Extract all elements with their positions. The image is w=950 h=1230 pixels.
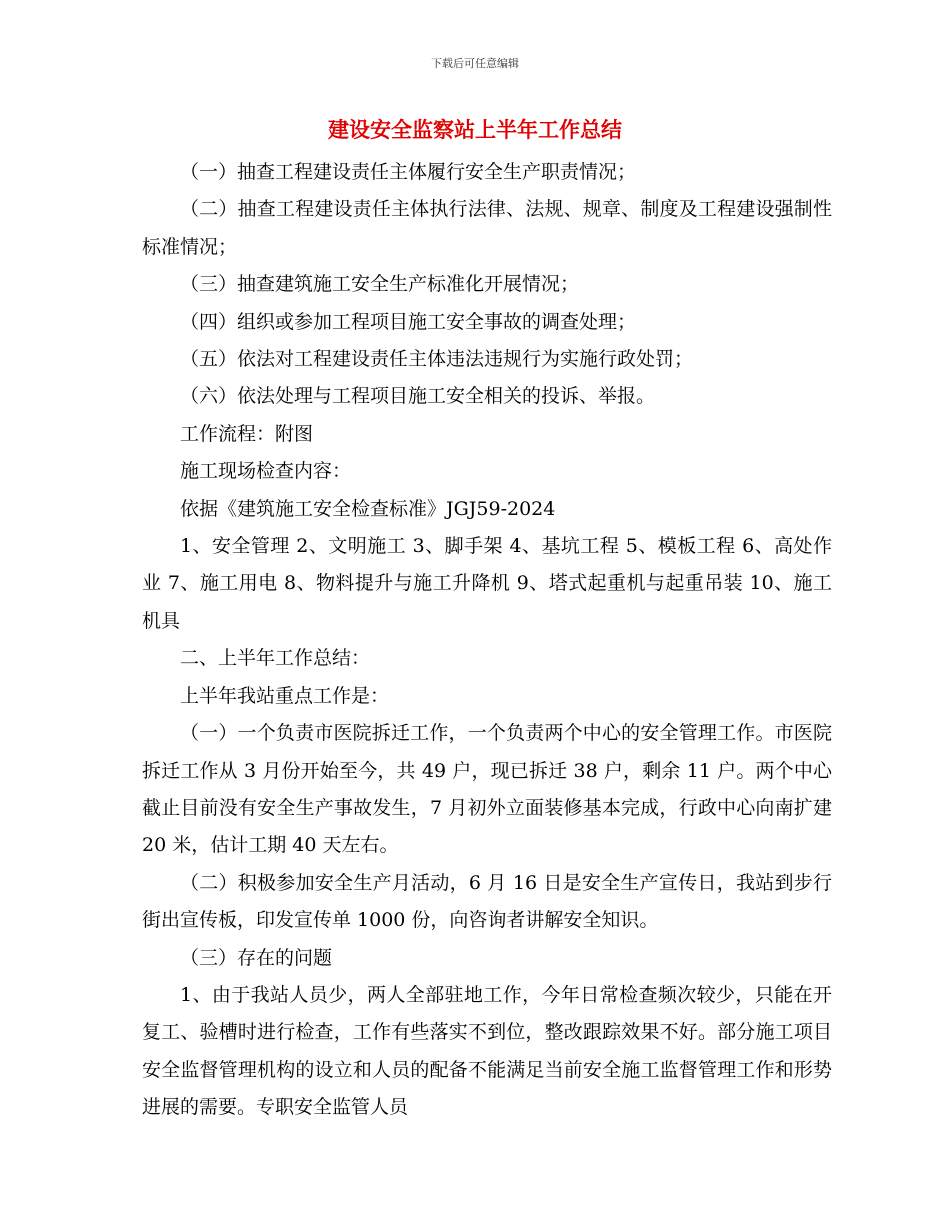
paragraph: （一）抽查工程建设责任主体履行安全生产职责情况； xyxy=(180,161,637,183)
paragraph: 施工现场检查内容： xyxy=(180,460,352,483)
paragraph: 依据《建筑施工安全检查标准》JGJ59-2024 xyxy=(180,497,556,520)
paragraph: （二）积极参加安全生产月活动，6 月 16 日是安全生产宣传日，我站到步行街出宣传板，印发宣传单 1000 份，向咨询者讲解安全知识。 xyxy=(142,871,832,932)
paragraph: 二、上半年工作总结： xyxy=(180,647,371,670)
paragraph: （六）依法处理与工程项目施工安全相关的投诉、举报。 xyxy=(180,385,656,408)
paragraph: 工作流程：附图 xyxy=(180,422,314,445)
paragraph: （三）抽查建筑施工安全生产标准化开展情况； xyxy=(180,273,580,296)
paragraph: （四）组织或参加工程项目施工安全事故的调查处理； xyxy=(180,310,637,333)
paragraph: 上半年我站重点工作是： xyxy=(180,684,390,707)
document-title: 建设安全监察站上半年工作总结 xyxy=(328,118,622,142)
page-header-note: 下载后可任意编辑 xyxy=(431,57,519,70)
paragraph: （五）依法对工程建设责任主体违法违规行为实施行政处罚； xyxy=(180,348,694,371)
paragraph: （三）存在的问题 xyxy=(180,946,333,969)
document-body xyxy=(142,154,832,1127)
paragraph: 1、由于我站人员少，两人全部驻地工作，今年日常检查频次较少，只能在开复工、验槽时进行检查，工作有些落实不到位，整改跟踪效果不好。部分施工项目安全监督管理机构的设立和人员的配备不能满足当前安全施工监督管理工作和形势进展的需要。专职安全监管人员 xyxy=(142,983,832,1119)
paragraph: （一）一个负责市医院拆迁工作，一个负责两个中心的安全管理工作。市医院拆迁工作从 3 月份开始至今，共 49 户，现已拆迁 38 户，剩余 11 户。两个中心截止目前没有安全生产事故发生，7 月初外立面装修基本完成，行政中心向南扩建 20 米，估计工期 40 天左右。 xyxy=(142,722,832,857)
paragraph: 1、安全管理 2、文明施工 3、脚手架 4、基坑工程 5、模板工程 6、高处作业 7、施工用电 8、物料提升与施工升降机 9、塔式起重机与起重吊装 10、施工机具 xyxy=(142,535,832,632)
paragraph: （二）抽查工程建设责任主体执行法律、法规、规章、制度及工程建设强制性标准情况； xyxy=(142,198,832,258)
